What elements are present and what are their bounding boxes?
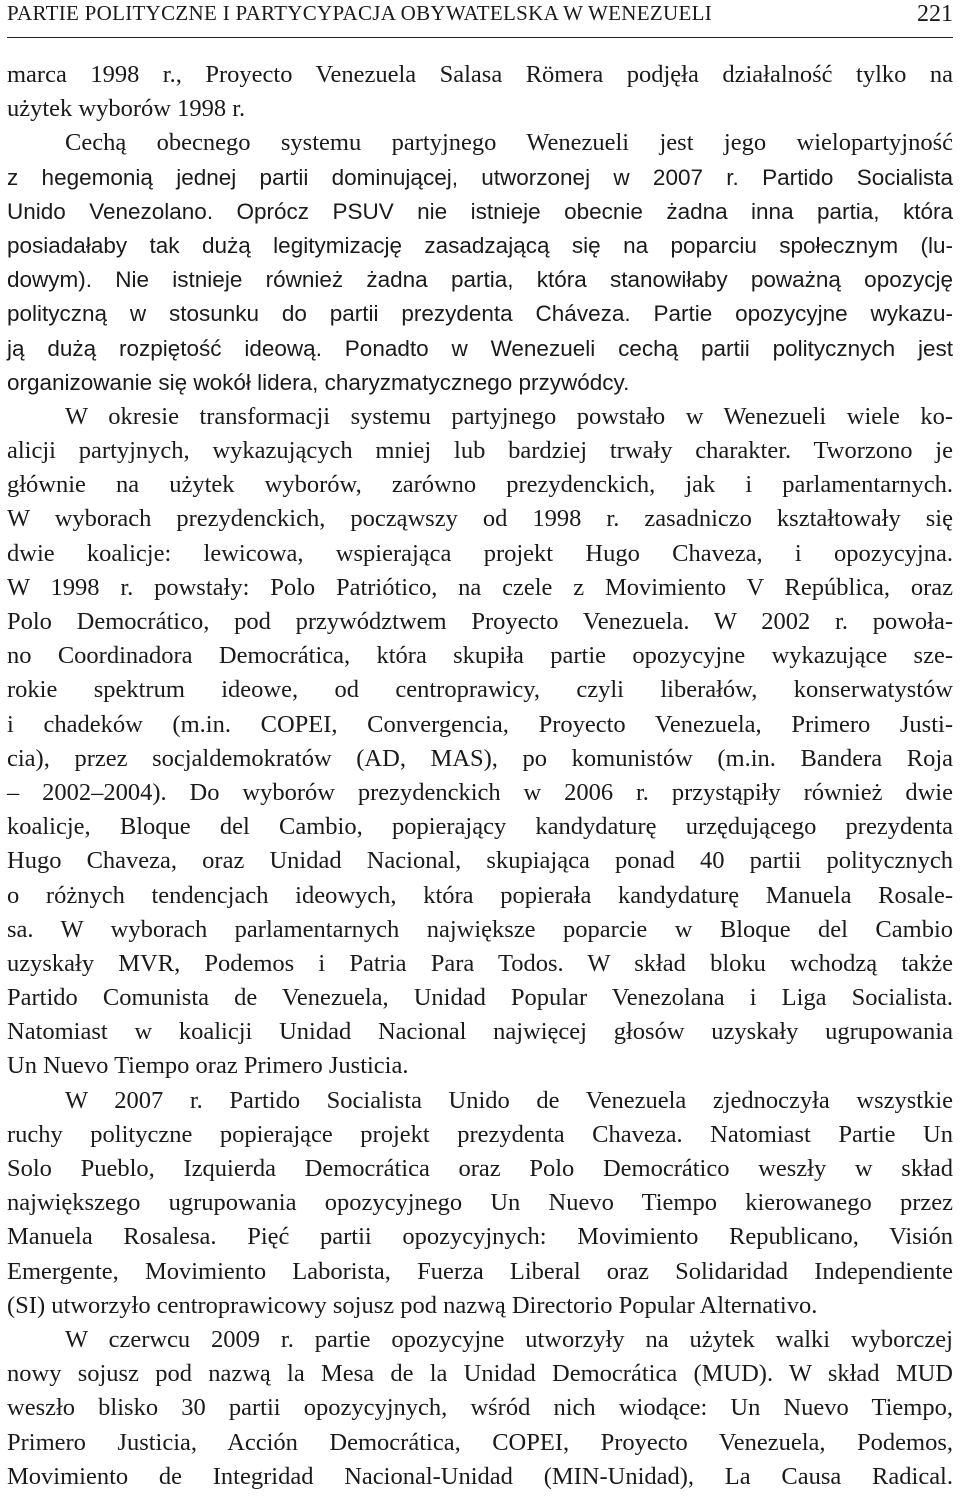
text-line: marca 1998 r., Proyecto Venezuela Salasa Römera podjęła działalność tylko na [7, 61, 953, 88]
text-line: (SI) utworzyło centroprawicowy sojusz pod nazwą Directorio Popular Alternativo. [7, 1291, 818, 1319]
text-line: sa. W wyborach parlamentarnych największe poparcie w Bloque del Cambio [7, 915, 953, 943]
text-line: rokie spektrum ideowe, od centroprawicy, czyli liberałów, konserwatystów [7, 676, 953, 704]
text-line: Movimiento de Integridad Nacional-Unidad (MIN-Unidad), La Causa Radical. [7, 1462, 953, 1490]
text-line: dwie koalicje: lewicowa, wspierająca projekt Hugo Chaveza, i opozycyjna. [7, 539, 953, 567]
body-text [7, 58, 953, 1494]
text-line: koalicje, Bloque del Cambio, popierający kandydaturę urzędującego prezydenta [7, 813, 953, 841]
page-number: 221 [917, 1, 953, 27]
text-line: W wyborach prezydenckich, począwszy od 1998 r. zasadniczo kształtowały się [7, 505, 953, 533]
text-line: dowym). Nie istnieje również żadna partia, która stanowiłaby poważną opozycję [7, 267, 953, 293]
text-line: posiadałaby tak dużą legitymizację zasadzającą się na poparciu społecznym (lu- [7, 232, 953, 258]
text-line: głównie na użytek wyborów, zarówno prezydenckich, jak i parlamentarnych. [7, 471, 953, 499]
text-line: W okresie transformacji systemu partyjnego powstało w Wenezueli wiele ko- [65, 402, 953, 430]
text-line: W 1998 r. powstały: Polo Patriótico, na czele z Movimiento V República, oraz [7, 573, 953, 601]
text-line: Solo Pueblo, Izquierda Democrática oraz Polo Democrático weszły w skład [7, 1155, 953, 1182]
text-line: no Coordinadora Democrática, która skupiła partie opozycyjne wykazujące sze- [7, 642, 953, 670]
text-line: z hegemonią jednej partii dominującej, utworzonej w 2007 r. Partido Socialista [7, 164, 953, 190]
text-line: cia), przez socjaldemokratów (AD, MAS), po komunistów (m.in. Bandera Roja [7, 744, 953, 772]
text-line: Polo Democrático, pod przywództwem Proyecto Venezuela. W 2002 r. powoła- [7, 608, 953, 635]
text-line: Hugo Chaveza, oraz Unidad Nacional, skupiająca ponad 40 partii politycznych [7, 847, 953, 875]
text-line: – 2002–2004). Do wyborów prezydenckich w 2006 r. przystąpiły również dwie [7, 778, 953, 806]
text-line: polityczną w stosunku do partii prezydenta Cháveza. Partie opozycyjne wykazu- [7, 301, 953, 327]
text-line: największego ugrupowania opozycyjnego Un Nuevo Tiempo kierowanego przez [7, 1189, 953, 1217]
text-line: uzyskały MVR, Podemos i Patria Para Todos. W skład bloku wchodzą także [7, 949, 953, 977]
page-header [7, 0, 953, 38]
text-line: Cechą obecnego systemu partyjnego Wenezueli jest jego wielopartyjność [65, 129, 953, 157]
text-line: W 2007 r. Partido Socialista Unido de Venezuela zjednoczyła wszystkie [65, 1086, 953, 1114]
text-line: Unido Venezolano. Oprócz PSUV nie istnieje obecnie żadna inna partia, która [7, 198, 953, 224]
text-line: ją dużą rozpiętość ideową. Ponadto w Wenezueli cechą partii politycznych jest [7, 335, 953, 361]
text-line: W czerwcu 2009 r. partie opozycyjne utworzyły na użytek walki wyborczej [65, 1325, 953, 1353]
text-line: Un Nuevo Tiempo oraz Primero Justicia. [7, 1052, 409, 1080]
text-line: o różnych tendencjach ideowych, która popierała kandydaturę Manuela Rosale- [7, 881, 953, 909]
text-line: Primero Justicia, Acción Democrática, COPEI, Proyecto Venezuela, Podemos, [7, 1428, 953, 1456]
text-line: i chadeków (m.in. COPEI, Convergencia, Proyecto Venezuela, Primero Justi- [7, 710, 953, 738]
text-line: weszło blisko 30 partii opozycyjnych, wśród nich wiodące: Un Nuevo Tiempo, [7, 1394, 953, 1422]
running-title: PARTIE POLITYCZNE I PARTYCYPACJA OBYWATELSKA W WENEZUELI [7, 1, 712, 25]
text-line: użytek wyborów 1998 r. [7, 95, 246, 123]
text-line: Natomiast w koalicji Unidad Nacional najwięcej głosów uzyskały ugrupowania [7, 1018, 953, 1046]
text-line: Partido Comunista de Venezuela, Unidad Popular Venezolana i Liga Socialista. [7, 984, 953, 1012]
text-line: Emergente, Movimiento Laborista, Fuerza Liberal oraz Solidaridad Independiente [7, 1257, 953, 1285]
text-line: Manuela Rosalesa. Pięć partii opozycyjnych: Movimiento Republicano, Visión [7, 1223, 953, 1251]
text-line: ruchy polityczne popierające projekt prezydenta Chaveza. Natomiast Partie Un [7, 1120, 953, 1148]
text-line: alicji partyjnych, wykazujących mniej lub bardziej trwały charakter. Tworzono je [7, 437, 953, 465]
text-line: organizowanie się wokół lidera, charyzmatycznego przywódcy. [7, 369, 630, 395]
text-line: nowy sojusz pod nazwą la Mesa de la Unidad Democrática (MUD). W skład MUD [7, 1360, 953, 1388]
